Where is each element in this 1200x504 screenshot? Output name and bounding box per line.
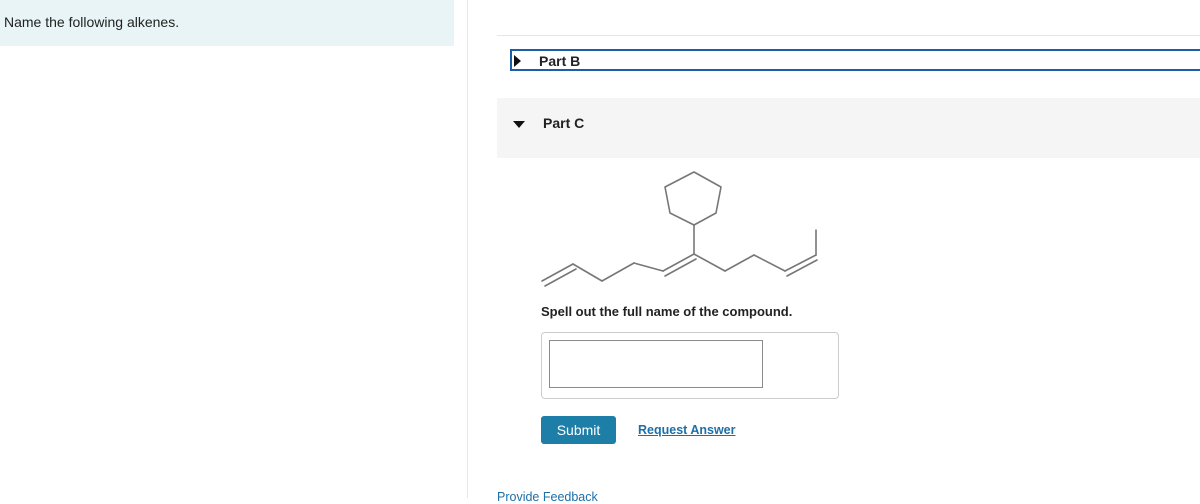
answer-prompt: Spell out the full name of the compound. — [541, 304, 793, 319]
molecule-structure — [540, 170, 830, 295]
cyclopentane-ring — [665, 172, 721, 225]
panel-divider — [467, 0, 468, 498]
caret-right-icon — [514, 55, 521, 67]
part-b-header[interactable] — [510, 49, 1200, 71]
question-panel — [0, 0, 454, 46]
caret-down-icon — [513, 121, 525, 128]
submit-button[interactable]: Submit — [541, 416, 616, 444]
provide-feedback-link[interactable]: Provide Feedback — [497, 490, 598, 504]
answer-container — [541, 332, 839, 399]
part-c-label: Part C — [543, 115, 585, 131]
question-instruction: Name the following alkenes. — [4, 14, 180, 30]
answer-input[interactable] — [549, 340, 763, 388]
request-answer-link[interactable]: Request Answer — [638, 423, 736, 437]
part-c-header[interactable] — [497, 98, 1200, 158]
part-b-label: Part B — [539, 53, 581, 69]
section-rule — [497, 35, 1200, 36]
